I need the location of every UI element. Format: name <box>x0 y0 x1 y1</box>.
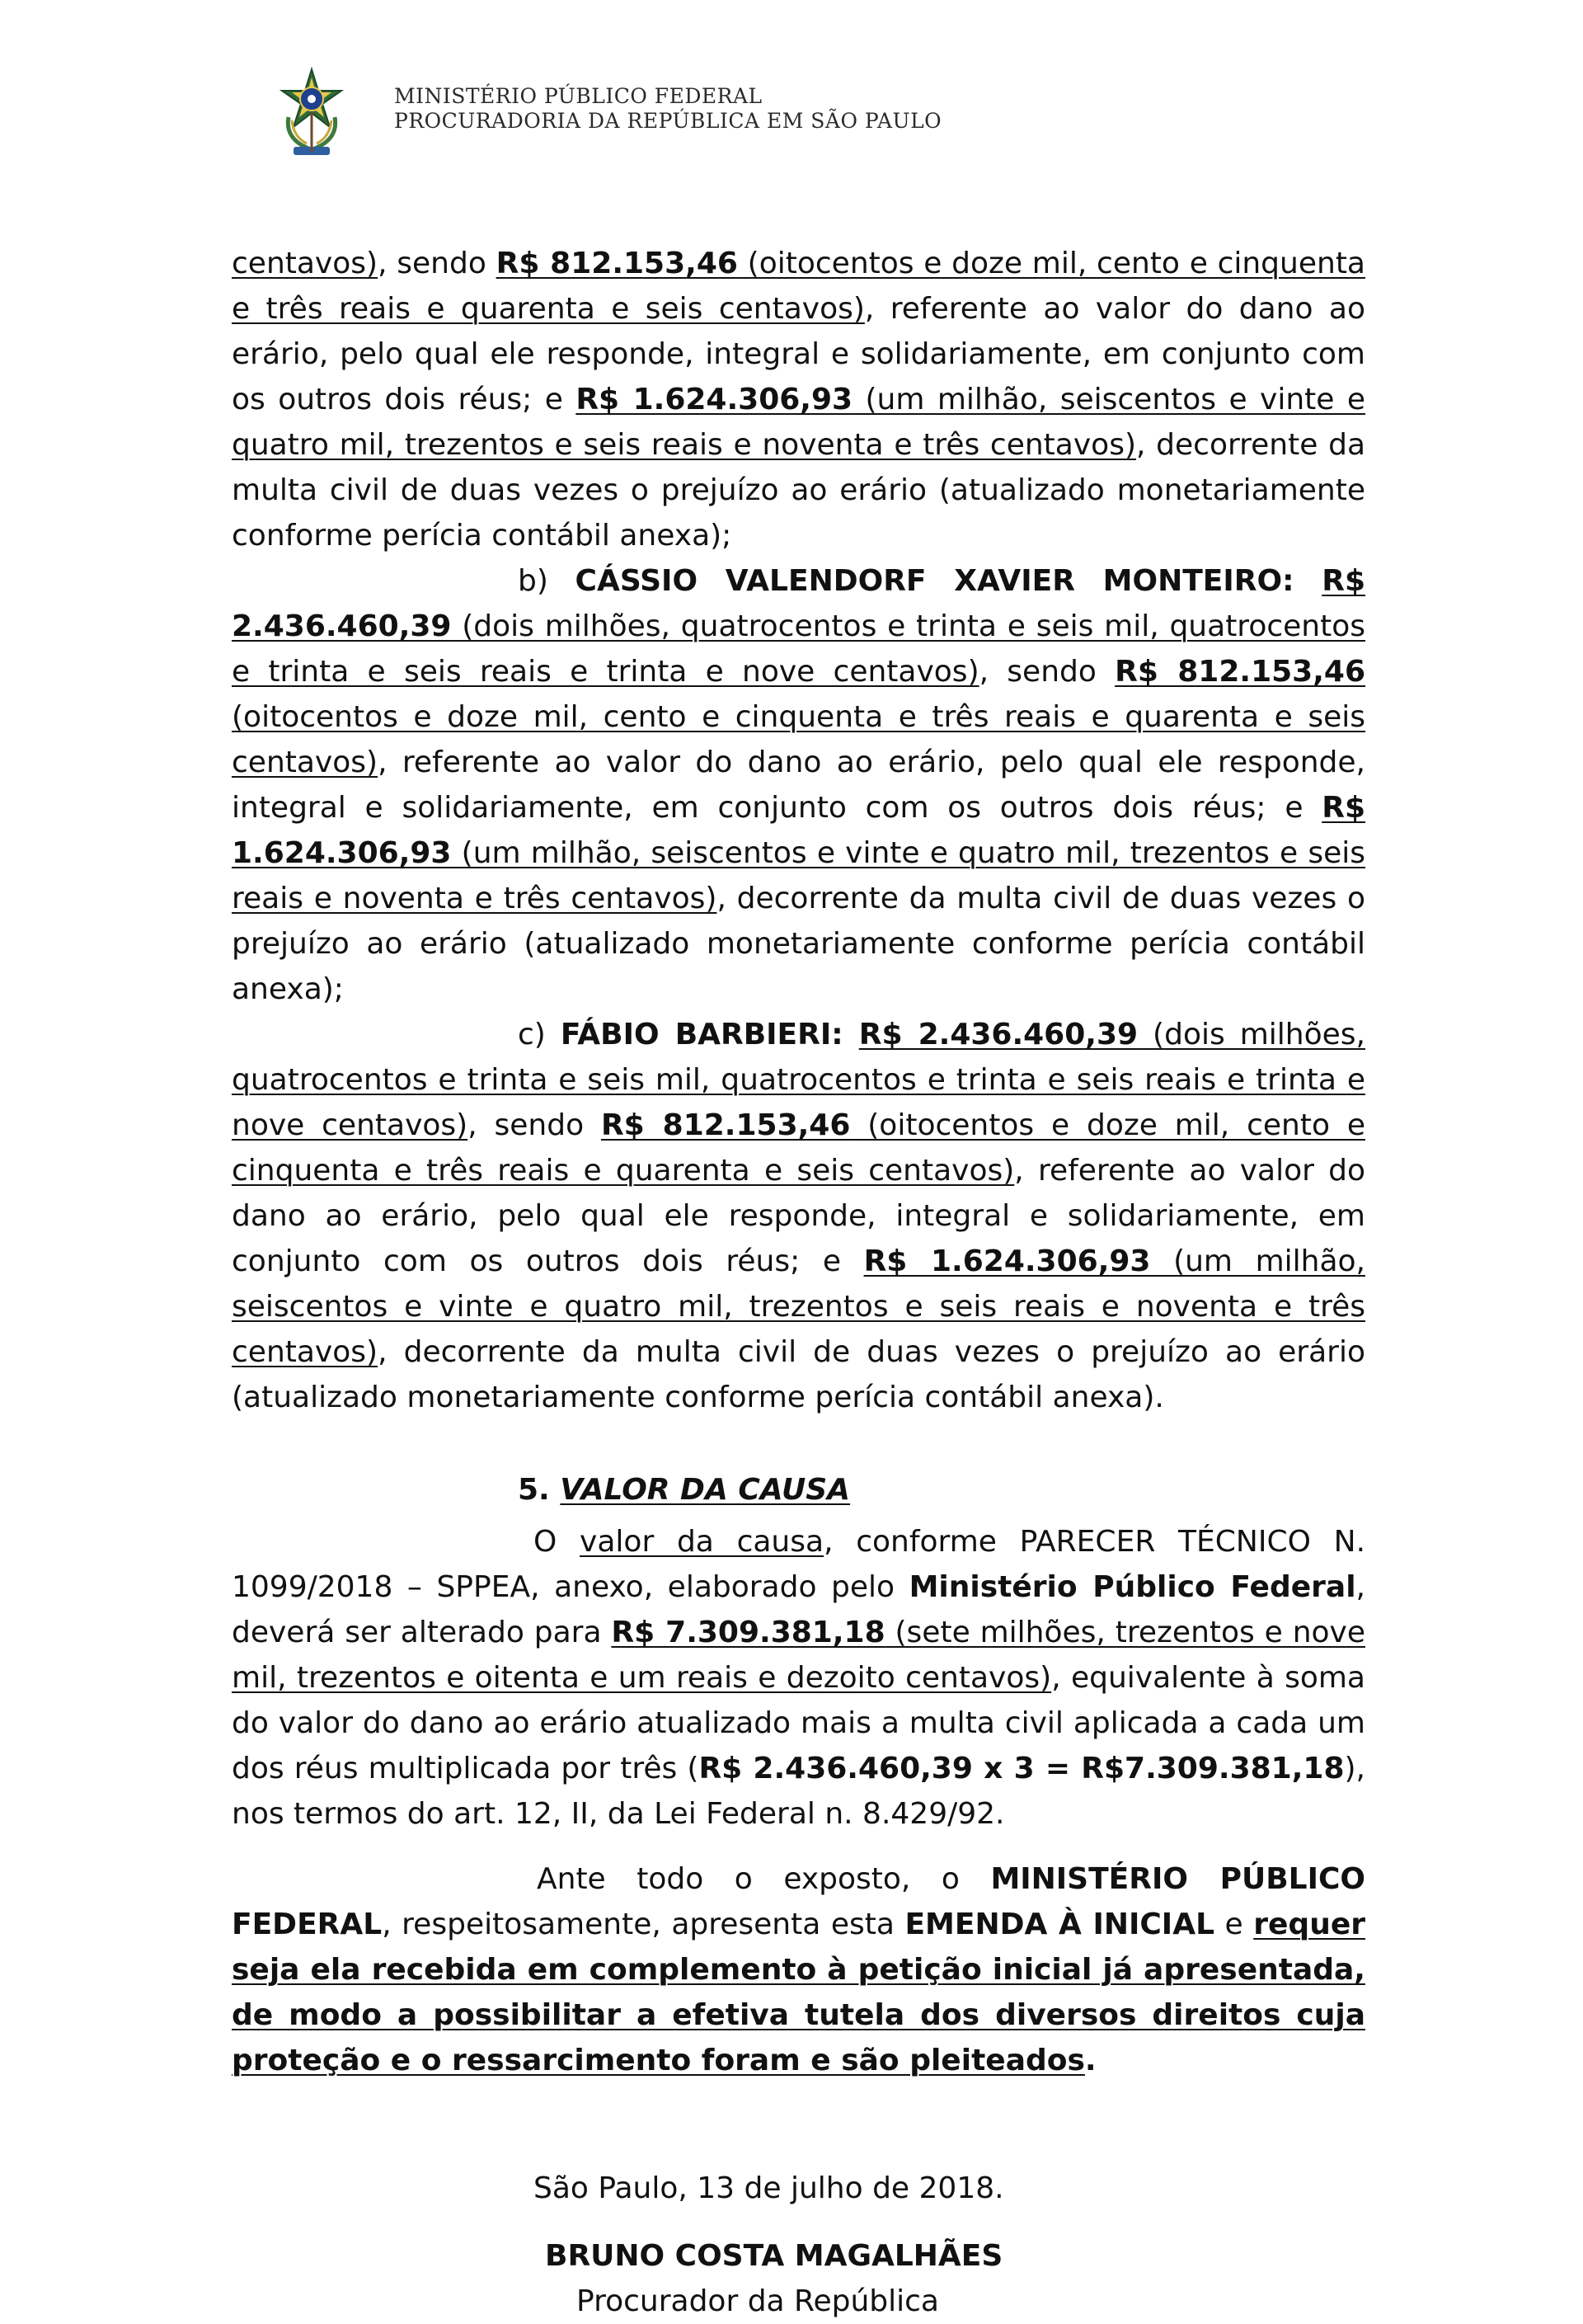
paragraph-final-request: Ante todo o exposto, o MINISTÉRIO PÚBLICO FEDERAL, respeitosamente, apresenta esta EMENDA À INICIAL e requer seja ela recebida em complemento à petição inicial já apresentada, de modo a possibilitar a efetiva tutela dos diversos direitos cuja proteção e o ressarcimento foram e são pleiteados. <box>232 1862 1366 2077</box>
header-line-2: PROCURADORIA DA REPÚBLICA EM SÃO PAULO <box>394 109 942 133</box>
paragraph-valor-da-causa: O valor da causa, conforme PARECER TÉCNICO N. 1099/2018 – SPPEA, anexo, elaborado pelo Ministério Público Federal, deverá ser alterado para R$ 7.309.381,18 (sete milhões, trezentos e nove mil, trezentos e oitenta e um reais e dezoito centavos), equivalente à soma do valor do dano ao erário atualizado mais a multa civil aplicada a cada um dos réus multiplicada por três (R$ 2.436.460,39 x 3 = R$7.309.381,18), nos termos do art. 12, II, da Lei Federal n. 8.429/92. <box>232 1525 1366 1831</box>
section-title: VALOR DA CAUSA <box>560 1473 851 1507</box>
defendant-name-b: CÁSSIO VALENDORF XAVIER MONTEIRO: <box>575 564 1322 598</box>
brazil-coat-of-arms-icon <box>277 66 346 162</box>
header-text <box>394 84 942 134</box>
paragraph-a-continuation: centavos), sendo R$ 812.153,46 (oitocentos e doze mil, cento e cinquenta e três reais e quarenta e seis centavos), referente ao valor do dano ao erário, pelo qual ele responde, integral e solidariamente, em conjunto com os outros dois réus; e R$ 1.624.306,93 (um milhão, seiscentos e vinte e quatro mil, trezentos e seis reais e noventa e três centavos), decorrente da multa civil de duas vezes o prejuízo ao erário (atualizado monetariamente conforme perícia contábil anexa); <box>232 247 1366 553</box>
signer-name: BRUNO COSTA MAGALHÃES <box>545 2239 1003 2273</box>
section-heading: 5. VALOR DA CAUSA <box>518 1473 851 1507</box>
paragraph-c: c) FÁBIO BARBIERI: R$ 2.436.460,39 (dois milhões, quatrocentos e trinta e seis mil, quatrocentos e trinta e seis reais e trinta e nove centavos), sendo R$ 812.153,46 (oitocentos e doze mil, cento e cinquenta e três reais e quarenta e seis centavos), referente ao valor do dano ao erário, pelo qual ele responde, integral e solidariamente, em conjunto com os outros dois réus; e R$ 1.624.306,93 (um milhão, seiscentos e vinte e quatro mil, trezentos e seis reais e noventa e três centavos), decorrente da multa civil de duas vezes o prejuízo ao erário (atualizado monetariamente conforme perícia contábil anexa). <box>232 1018 1365 1414</box>
paragraph-b: b) CÁSSIO VALENDORF XAVIER MONTEIRO: R$ 2.436.460,39 (dois milhões, quatrocentos e trinta e seis mil, quatrocentos e trinta e seis reais e trinta e nove centavos), sendo R$ 812.153,46 (oitocentos e doze mil, cento e cinquenta e três reais e quarenta e seis centavos), referente ao valor do dano ao erário, pelo qual ele responde, integral e solidariamente, em conjunto com os outros dois réus; e R$ 1.624.306,93 (um milhão, seiscentos e vinte e quatro mil, trezentos e seis reais e noventa e três centavos), decorrente da multa civil de duas vezes o prejuízo ao erário (atualizado monetariamente conforme perícia contábil anexa); <box>232 564 1366 1006</box>
document-header <box>277 66 1266 169</box>
defendant-name-c: FÁBIO BARBIERI: <box>560 1018 859 1051</box>
date-line: São Paulo, 13 de julho de 2018. <box>533 2171 1004 2205</box>
document-body <box>232 241 1365 2324</box>
signer-role: Procurador da República <box>576 2284 939 2318</box>
header-line-1: MINISTÉRIO PÚBLICO FEDERAL <box>394 84 763 108</box>
